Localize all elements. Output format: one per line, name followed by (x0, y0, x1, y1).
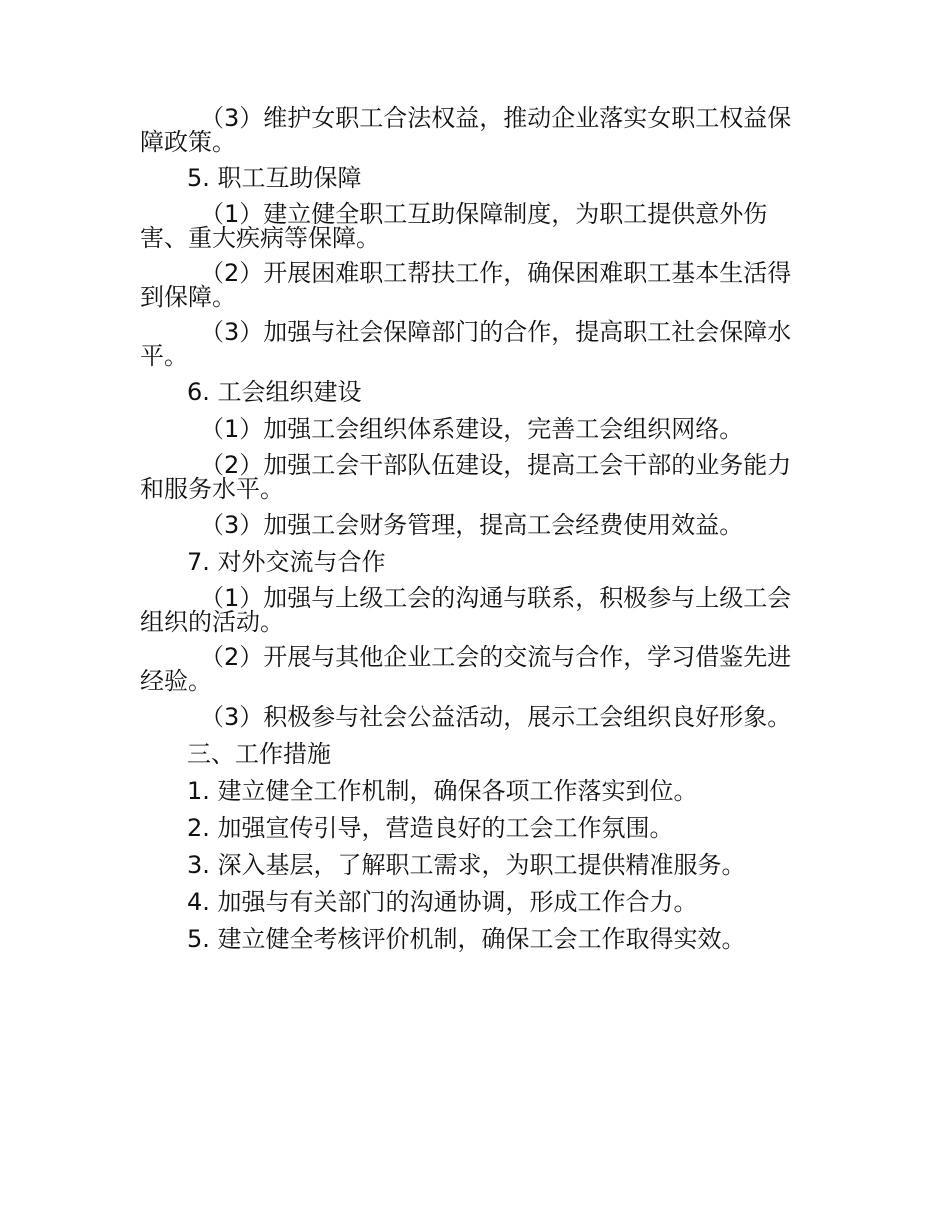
paragraph-line: 6. 工会组织建设 (187, 378, 362, 406)
paragraph-line: 到保障。 (140, 283, 236, 311)
paragraph-line: 7. 对外交流与合作 (187, 548, 386, 576)
paragraph-line: 障政策。 (140, 128, 236, 156)
paragraph-line: 2. 加强宣传引导，营造良好的工会工作氛围。 (187, 814, 674, 842)
document-paragraph (140, 202, 800, 250)
document-paragraph (140, 926, 800, 952)
paragraph-line: 3. 深入基层，了解职工需求，为职工提供精准服务。 (187, 851, 746, 879)
paragraph-line: 平。 (140, 342, 188, 370)
paragraph-line: 害、重大疾病等保障。 (140, 224, 380, 252)
paragraph-line: 5. 建立健全考核评价机制，确保工会工作取得实效。 (187, 925, 746, 953)
paragraph-line: （3）维护女职工合法权益，推动企业落实女职工权益保 (200, 104, 792, 132)
document-paragraph (140, 815, 800, 841)
document-paragraph (140, 778, 800, 804)
paragraph-line: （2）开展困难职工帮扶工作，确保困难职工基本生活得 (200, 259, 792, 287)
document-paragraph (140, 106, 800, 154)
document-paragraph (140, 320, 800, 368)
paragraph-line: （3）加强工会财务管理，提高工会经费使用效益。 (200, 511, 744, 539)
paragraph-line: （2）加强工会干部队伍建设，提高工会干部的业务能力 (200, 451, 792, 479)
document-paragraph (140, 741, 800, 767)
paragraph-line: （2）开展与其他企业工会的交流与合作，学习借鉴先进 (200, 643, 792, 671)
document-paragraph (140, 261, 800, 309)
paragraph-line: 4. 加强与有关部门的沟通协调，形成工作合力。 (187, 888, 698, 916)
document-body (140, 106, 800, 963)
paragraph-line: （1）加强工会组织体系建设，完善工会组织网络。 (200, 415, 744, 443)
document-paragraph (140, 453, 800, 501)
document-paragraph (140, 852, 800, 878)
paragraph-line: 和服务水平。 (140, 475, 284, 503)
document-paragraph (140, 645, 800, 693)
document-paragraph (140, 512, 800, 538)
paragraph-line: （1）建立健全职工互助保障制度，为职工提供意外伤 (200, 200, 768, 228)
paragraph-line: （3）积极参与社会公益活动，展示工会组织良好形象。 (200, 703, 792, 731)
paragraph-line: 5. 职工互助保障 (187, 164, 362, 192)
paragraph-line: 经验。 (140, 667, 212, 695)
document-paragraph (140, 165, 800, 191)
document-paragraph (140, 586, 800, 634)
document-paragraph (140, 416, 800, 442)
paragraph-line: 三、工作措施 (187, 740, 331, 768)
paragraph-line: （1）加强与上级工会的沟通与联系，积极参与上级工会 (200, 584, 792, 612)
document-paragraph (140, 549, 800, 575)
paragraph-line: 组织的活动。 (140, 608, 284, 636)
document-paragraph (140, 889, 800, 915)
document-paragraph (140, 704, 800, 730)
paragraph-line: 1. 建立健全工作机制，确保各项工作落实到位。 (187, 777, 698, 805)
paragraph-line: （3）加强与社会保障部门的合作，提高职工社会保障水 (200, 318, 792, 346)
document-paragraph (140, 379, 800, 405)
